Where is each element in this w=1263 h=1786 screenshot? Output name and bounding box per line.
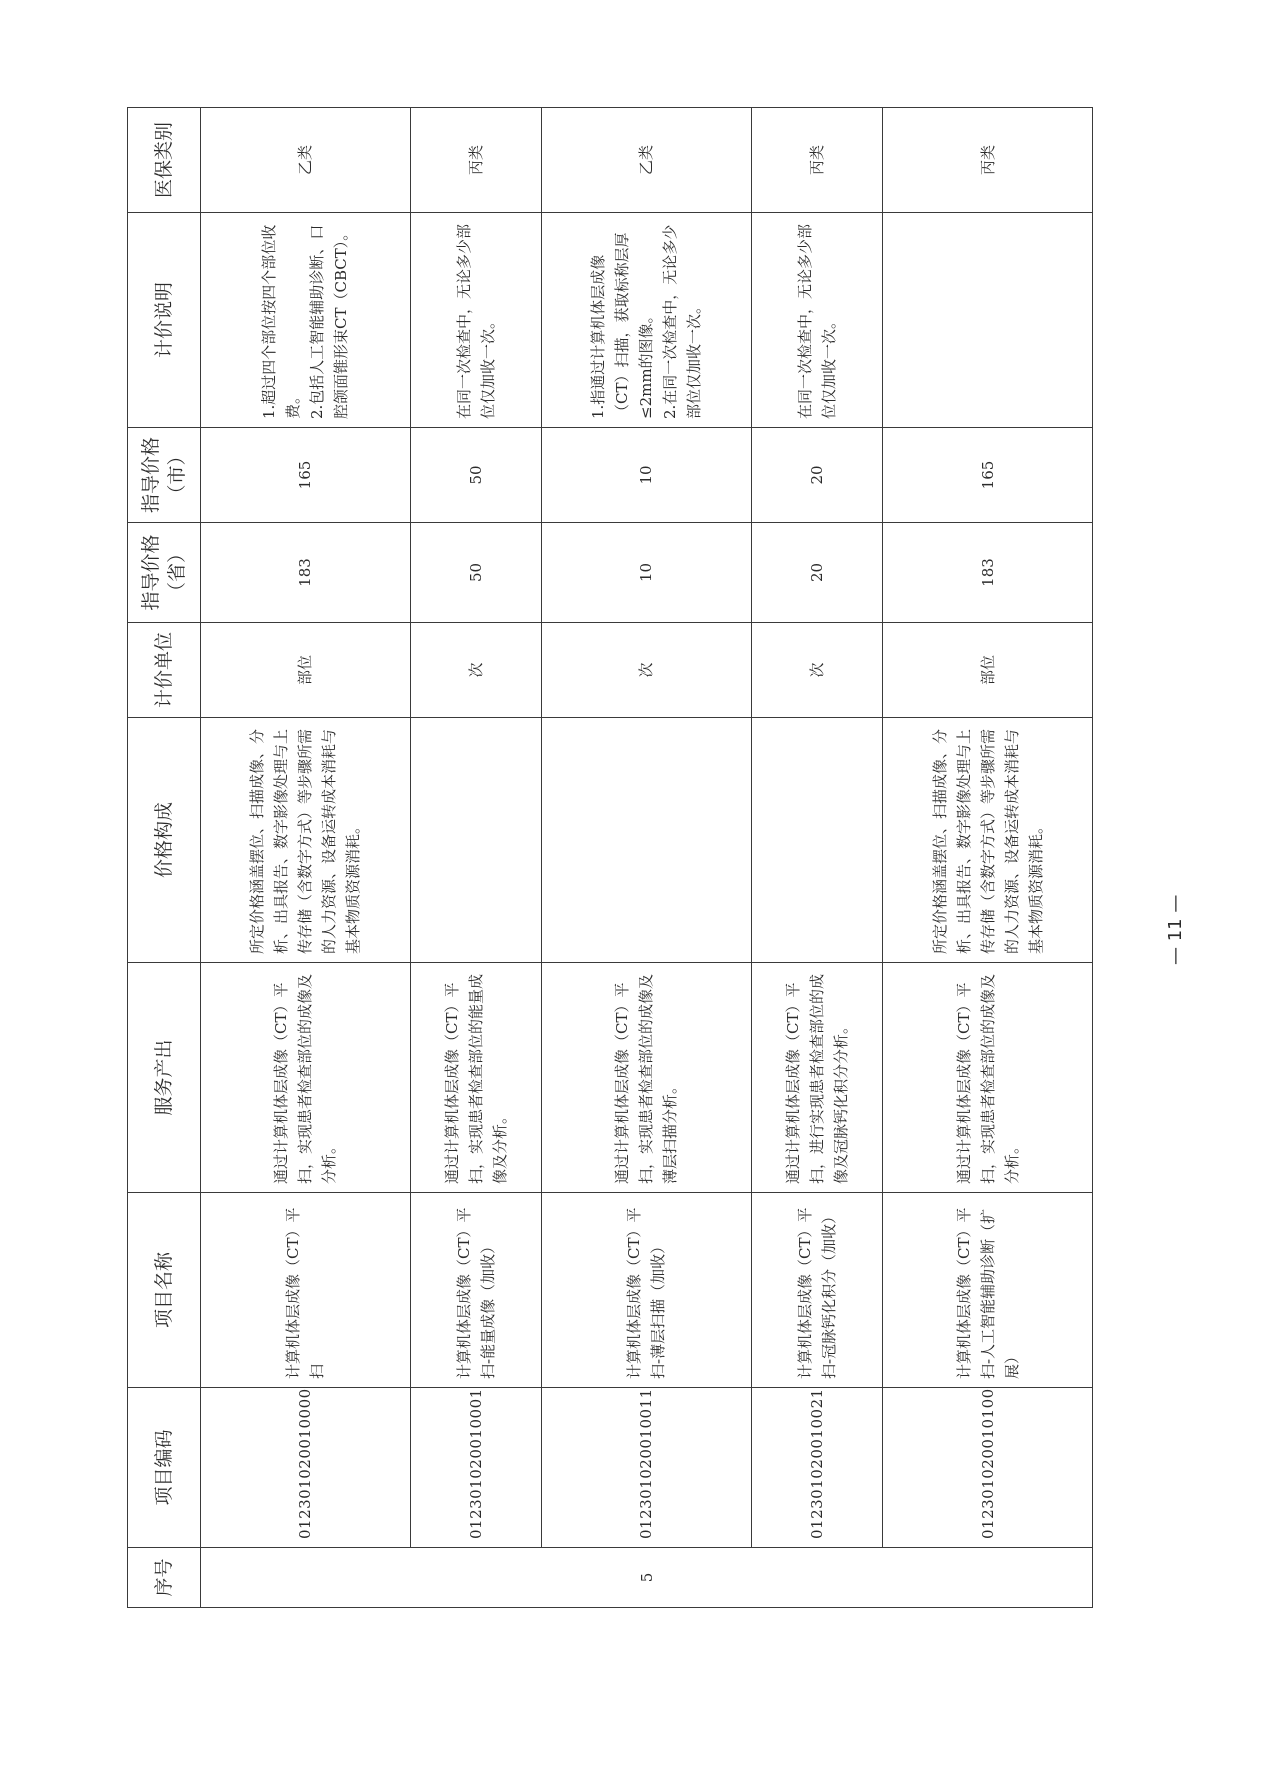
price-composition-cell: [542, 718, 752, 963]
price-city-cell: 50: [410, 428, 542, 523]
price-city-cell: 20: [751, 428, 883, 523]
note-line: 2.在同一次检查中，无论多少部位仅加收一次。: [661, 224, 704, 419]
header-price-composition: 价格构成: [128, 718, 201, 963]
unit-cell: 部位: [883, 623, 1093, 718]
note-line: 2.包括人工智能辅助诊断、口腔颌面锥形束CT（CBCT）。: [308, 224, 351, 419]
code-cell: 012301020010000: [201, 1388, 411, 1548]
notes-cell: [201, 213, 411, 428]
price-province-cell: 50: [410, 523, 542, 623]
notes-cell: [410, 213, 542, 428]
output-cell: 通过计算机体层成像（CT）平扫，进行实现患者检查部位的成像及冠脉钙化积分分析。: [751, 963, 883, 1193]
table-row: [751, 108, 883, 1608]
note-line: 1.指通过计算机体层成像（CT）扫描，获取标称层厚≤2mm的图像。: [589, 232, 656, 419]
unit-cell: 次: [410, 623, 542, 718]
price-city-cell: 165: [883, 428, 1093, 523]
seq-cell: 5: [201, 1548, 1093, 1608]
header-name: 项目名称: [128, 1193, 201, 1388]
code-cell: 012301020010021: [751, 1388, 883, 1548]
header-seq: 序号: [128, 1548, 201, 1608]
name-cell: 计算机体层成像（CT）平扫-冠脉钙化积分（加收）: [751, 1193, 883, 1388]
price-composition-cell: 所定价格涵盖摆位、扫描成像、分析、出具报告、数字影像处理与上传存储（含数字方式）等步骤所需的人力资源、设备运转成本消耗与基本物质资源消耗。: [883, 718, 1093, 963]
notes-cell: [751, 213, 883, 428]
unit-cell: 次: [751, 623, 883, 718]
output-cell: 通过计算机体层成像（CT）平扫，实现患者检查部位的成像及分析。: [201, 963, 411, 1193]
insurance-cell: 乙类: [542, 108, 752, 213]
rotated-table-page: [127, 108, 1093, 1608]
name-cell: 计算机体层成像（CT）平扫-人工智能辅助诊断（扩展）: [883, 1193, 1093, 1388]
price-composition-cell: [410, 718, 542, 963]
table-row: [201, 108, 411, 1608]
notes-cell: [883, 213, 1093, 428]
notes-cell: [542, 213, 752, 428]
table-row: [542, 108, 752, 1608]
unit-cell: 次: [542, 623, 752, 718]
insurance-cell: 丙类: [883, 108, 1093, 213]
table-row: [410, 108, 542, 1608]
header-output: 服务产出: [128, 963, 201, 1193]
insurance-cell: 丙类: [410, 108, 542, 213]
table-row: [883, 108, 1093, 1608]
code-cell: 012301020010001: [410, 1388, 542, 1548]
output-cell: 通过计算机体层成像（CT）平扫，实现患者检查部位的成像及薄层扫描分析。: [542, 963, 752, 1193]
price-composition-cell: [751, 718, 883, 963]
note-line: 在同一次检查中，无论多少部位仅加收一次。: [796, 223, 839, 419]
header-unit: 计价单位: [128, 623, 201, 718]
name-cell: 计算机体层成像（CT）平扫-能量成像（加收）: [410, 1193, 542, 1388]
price-province-cell: 183: [201, 523, 411, 623]
header-insurance: 医保类别: [128, 108, 201, 213]
price-province-cell: 20: [751, 523, 883, 623]
output-cell: 通过计算机体层成像（CT）平扫，实现患者检查部位的成像及分析。: [883, 963, 1093, 1193]
price-city-cell: 165: [201, 428, 411, 523]
fee-table: [127, 107, 1093, 1608]
price-city-cell: 10: [542, 428, 752, 523]
insurance-cell: 乙类: [201, 108, 411, 213]
note-line: 1.超过四个部位按四个部位收费。: [260, 224, 303, 419]
name-cell: 计算机体层成像（CT）平扫-薄层扫描（加收）: [542, 1193, 752, 1388]
header-code: 项目编码: [128, 1388, 201, 1548]
header-row: [128, 108, 201, 1608]
header-price-city: 指导价格（市）: [128, 428, 201, 523]
header-price-province: 指导价格（省）: [128, 523, 201, 623]
insurance-cell: 丙类: [751, 108, 883, 213]
header-notes: 计价说明: [128, 213, 201, 428]
output-cell: 通过计算机体层成像（CT）平扫，实现患者检查部位的能量成像及分析。: [410, 963, 542, 1193]
price-composition-cell: 所定价格涵盖摆位、扫描成像、分析、出具报告、数字影像处理与上传存储（含数字方式）等步骤所需的人力资源、设备运转成本消耗与基本物质资源消耗。: [201, 718, 411, 963]
price-province-cell: 183: [883, 523, 1093, 623]
name-cell: 计算机体层成像（CT）平扫: [201, 1193, 411, 1388]
code-cell: 012301020010100: [883, 1388, 1093, 1548]
page-number: — 11 —: [1165, 894, 1186, 966]
price-province-cell: 10: [542, 523, 752, 623]
note-line: 在同一次检查中，无论多少部位仅加收一次。: [454, 223, 497, 419]
unit-cell: 部位: [201, 623, 411, 718]
code-cell: 012301020010011: [542, 1388, 752, 1548]
